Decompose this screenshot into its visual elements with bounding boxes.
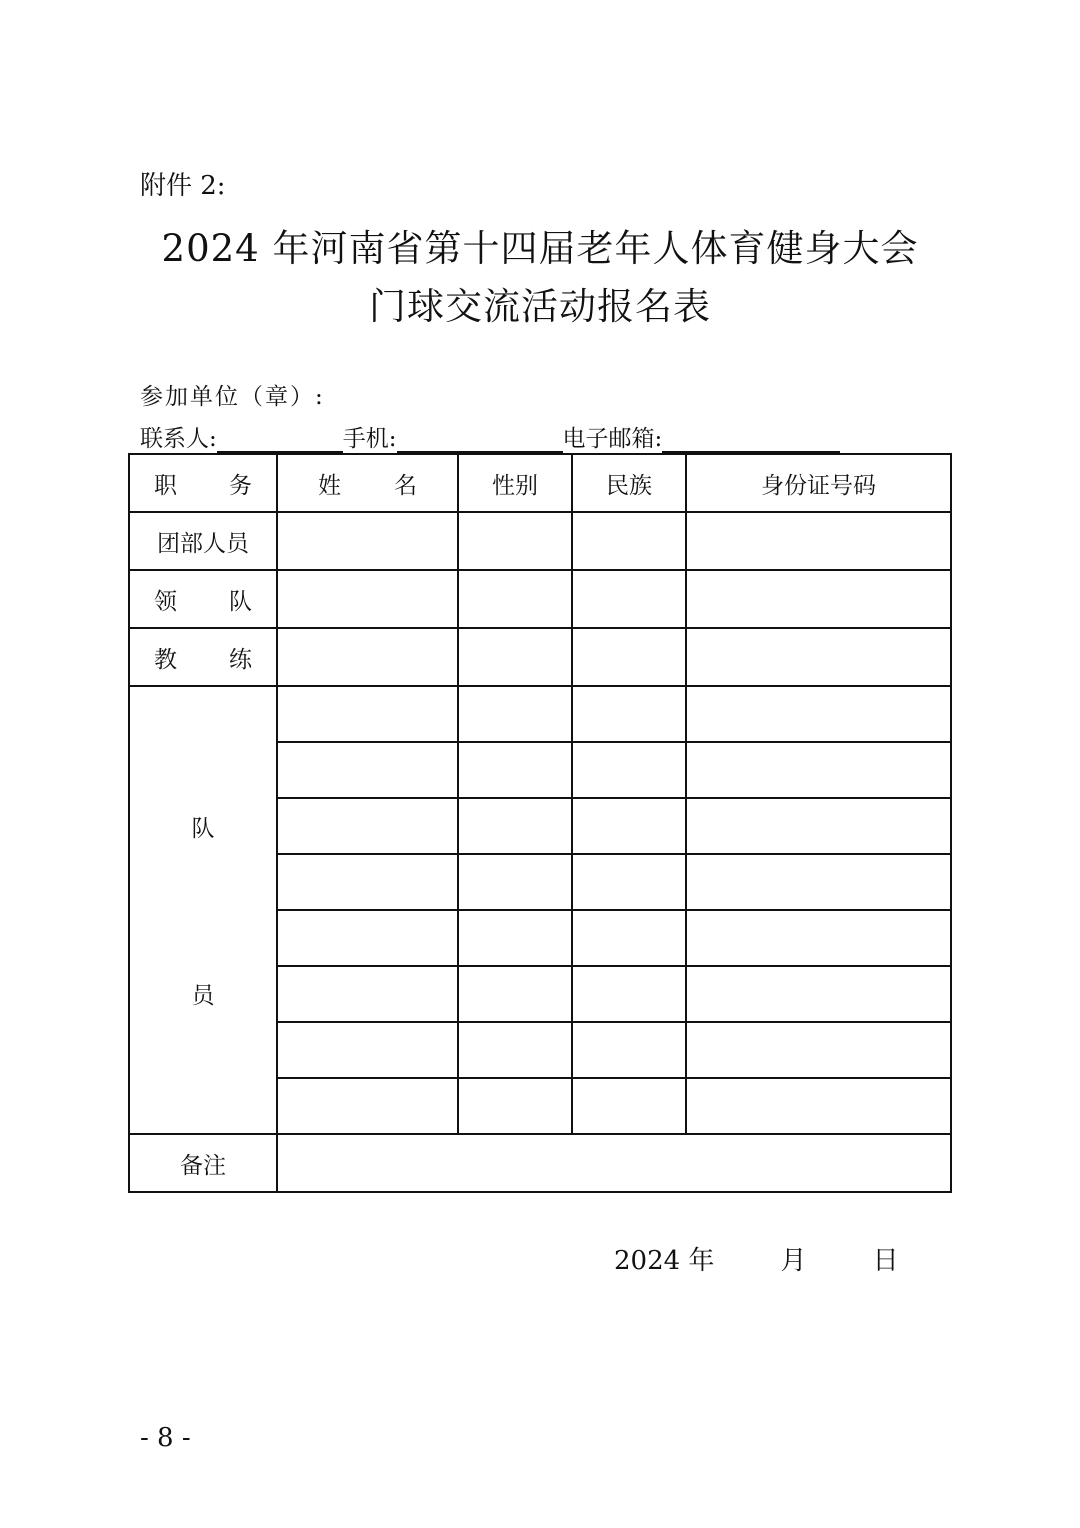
name-cell[interactable] [277, 1078, 458, 1134]
table-header-row [129, 454, 951, 512]
ethnicity-cell[interactable] [572, 570, 686, 628]
gender-cell[interactable] [458, 628, 572, 686]
phone-blank[interactable] [397, 425, 563, 453]
name-cell[interactable] [277, 742, 458, 798]
name-cell[interactable] [277, 1022, 458, 1078]
id-cell[interactable] [686, 966, 951, 1022]
table-row [129, 570, 951, 628]
row-label-remarks: 备注 [129, 1134, 277, 1192]
gender-cell[interactable] [458, 854, 572, 910]
gender-cell[interactable] [458, 686, 572, 742]
row-label-staff: 团部人员 [129, 512, 277, 570]
ethnicity-cell[interactable] [572, 1022, 686, 1078]
table-row [129, 686, 951, 742]
gender-cell[interactable] [458, 512, 572, 570]
id-cell[interactable] [686, 512, 951, 570]
ethnicity-cell[interactable] [572, 686, 686, 742]
name-cell[interactable] [277, 628, 458, 686]
table-row [129, 628, 951, 686]
gender-cell[interactable] [458, 966, 572, 1022]
name-cell[interactable] [277, 686, 458, 742]
ethnicity-cell[interactable] [572, 742, 686, 798]
registration-table [128, 453, 952, 1193]
gender-cell[interactable] [458, 910, 572, 966]
email-blank[interactable] [662, 425, 840, 453]
phone-label: 手机: [342, 426, 397, 452]
contact-blank[interactable] [217, 425, 343, 453]
row-label-coach: 教 练 [129, 628, 277, 686]
id-cell[interactable] [686, 628, 951, 686]
name-cell[interactable] [277, 798, 458, 854]
gender-cell[interactable] [458, 570, 572, 628]
id-cell[interactable] [686, 910, 951, 966]
name-cell[interactable] [277, 512, 458, 570]
name-cell[interactable] [277, 966, 458, 1022]
gender-cell[interactable] [458, 1022, 572, 1078]
header-name: 姓 名 [277, 454, 458, 512]
id-cell[interactable] [686, 686, 951, 742]
gender-cell[interactable] [458, 742, 572, 798]
ethnicity-cell[interactable] [572, 854, 686, 910]
ethnicity-cell[interactable] [572, 512, 686, 570]
id-cell[interactable] [686, 1022, 951, 1078]
header-gender: 性别 [458, 454, 572, 512]
email-label: 电子邮箱: [562, 426, 663, 452]
name-cell[interactable] [277, 910, 458, 966]
gender-cell[interactable] [458, 798, 572, 854]
row-label-leader: 领 队 [129, 570, 277, 628]
gender-cell[interactable] [458, 1078, 572, 1134]
name-cell[interactable] [277, 570, 458, 628]
contact-label: 联系人: [140, 426, 217, 452]
name-cell[interactable] [277, 854, 458, 910]
header-id-number: 身份证号码 [686, 454, 951, 512]
ethnicity-cell[interactable] [572, 910, 686, 966]
contact-line [140, 420, 840, 453]
attachment-label: 附件 2: [140, 171, 226, 201]
ethnicity-cell[interactable] [572, 628, 686, 686]
ethnicity-cell[interactable] [572, 1078, 686, 1134]
id-cell[interactable] [686, 798, 951, 854]
form-title-line-2: 门球交流活动报名表 [369, 285, 711, 328]
id-cell[interactable] [686, 570, 951, 628]
form-title-line-1: 2024 年河南省第十四届老年人体育健身大会 [161, 227, 919, 270]
ethnicity-cell[interactable] [572, 798, 686, 854]
row-label-members: 队 员 [129, 686, 277, 1134]
ethnicity-cell[interactable] [572, 966, 686, 1022]
remarks-row [129, 1134, 951, 1192]
id-cell[interactable] [686, 1078, 951, 1134]
unit-label: 参加单位（章）: [140, 384, 325, 410]
id-cell[interactable] [686, 742, 951, 798]
date-line: 2024 年 月 日 [614, 1246, 899, 1276]
header-ethnicity: 民族 [572, 454, 686, 512]
header-position: 职 务 [129, 454, 277, 512]
id-cell[interactable] [686, 854, 951, 910]
table-row [129, 512, 951, 570]
remarks-cell[interactable] [277, 1134, 951, 1192]
page-number: - 8 - [140, 1423, 191, 1453]
